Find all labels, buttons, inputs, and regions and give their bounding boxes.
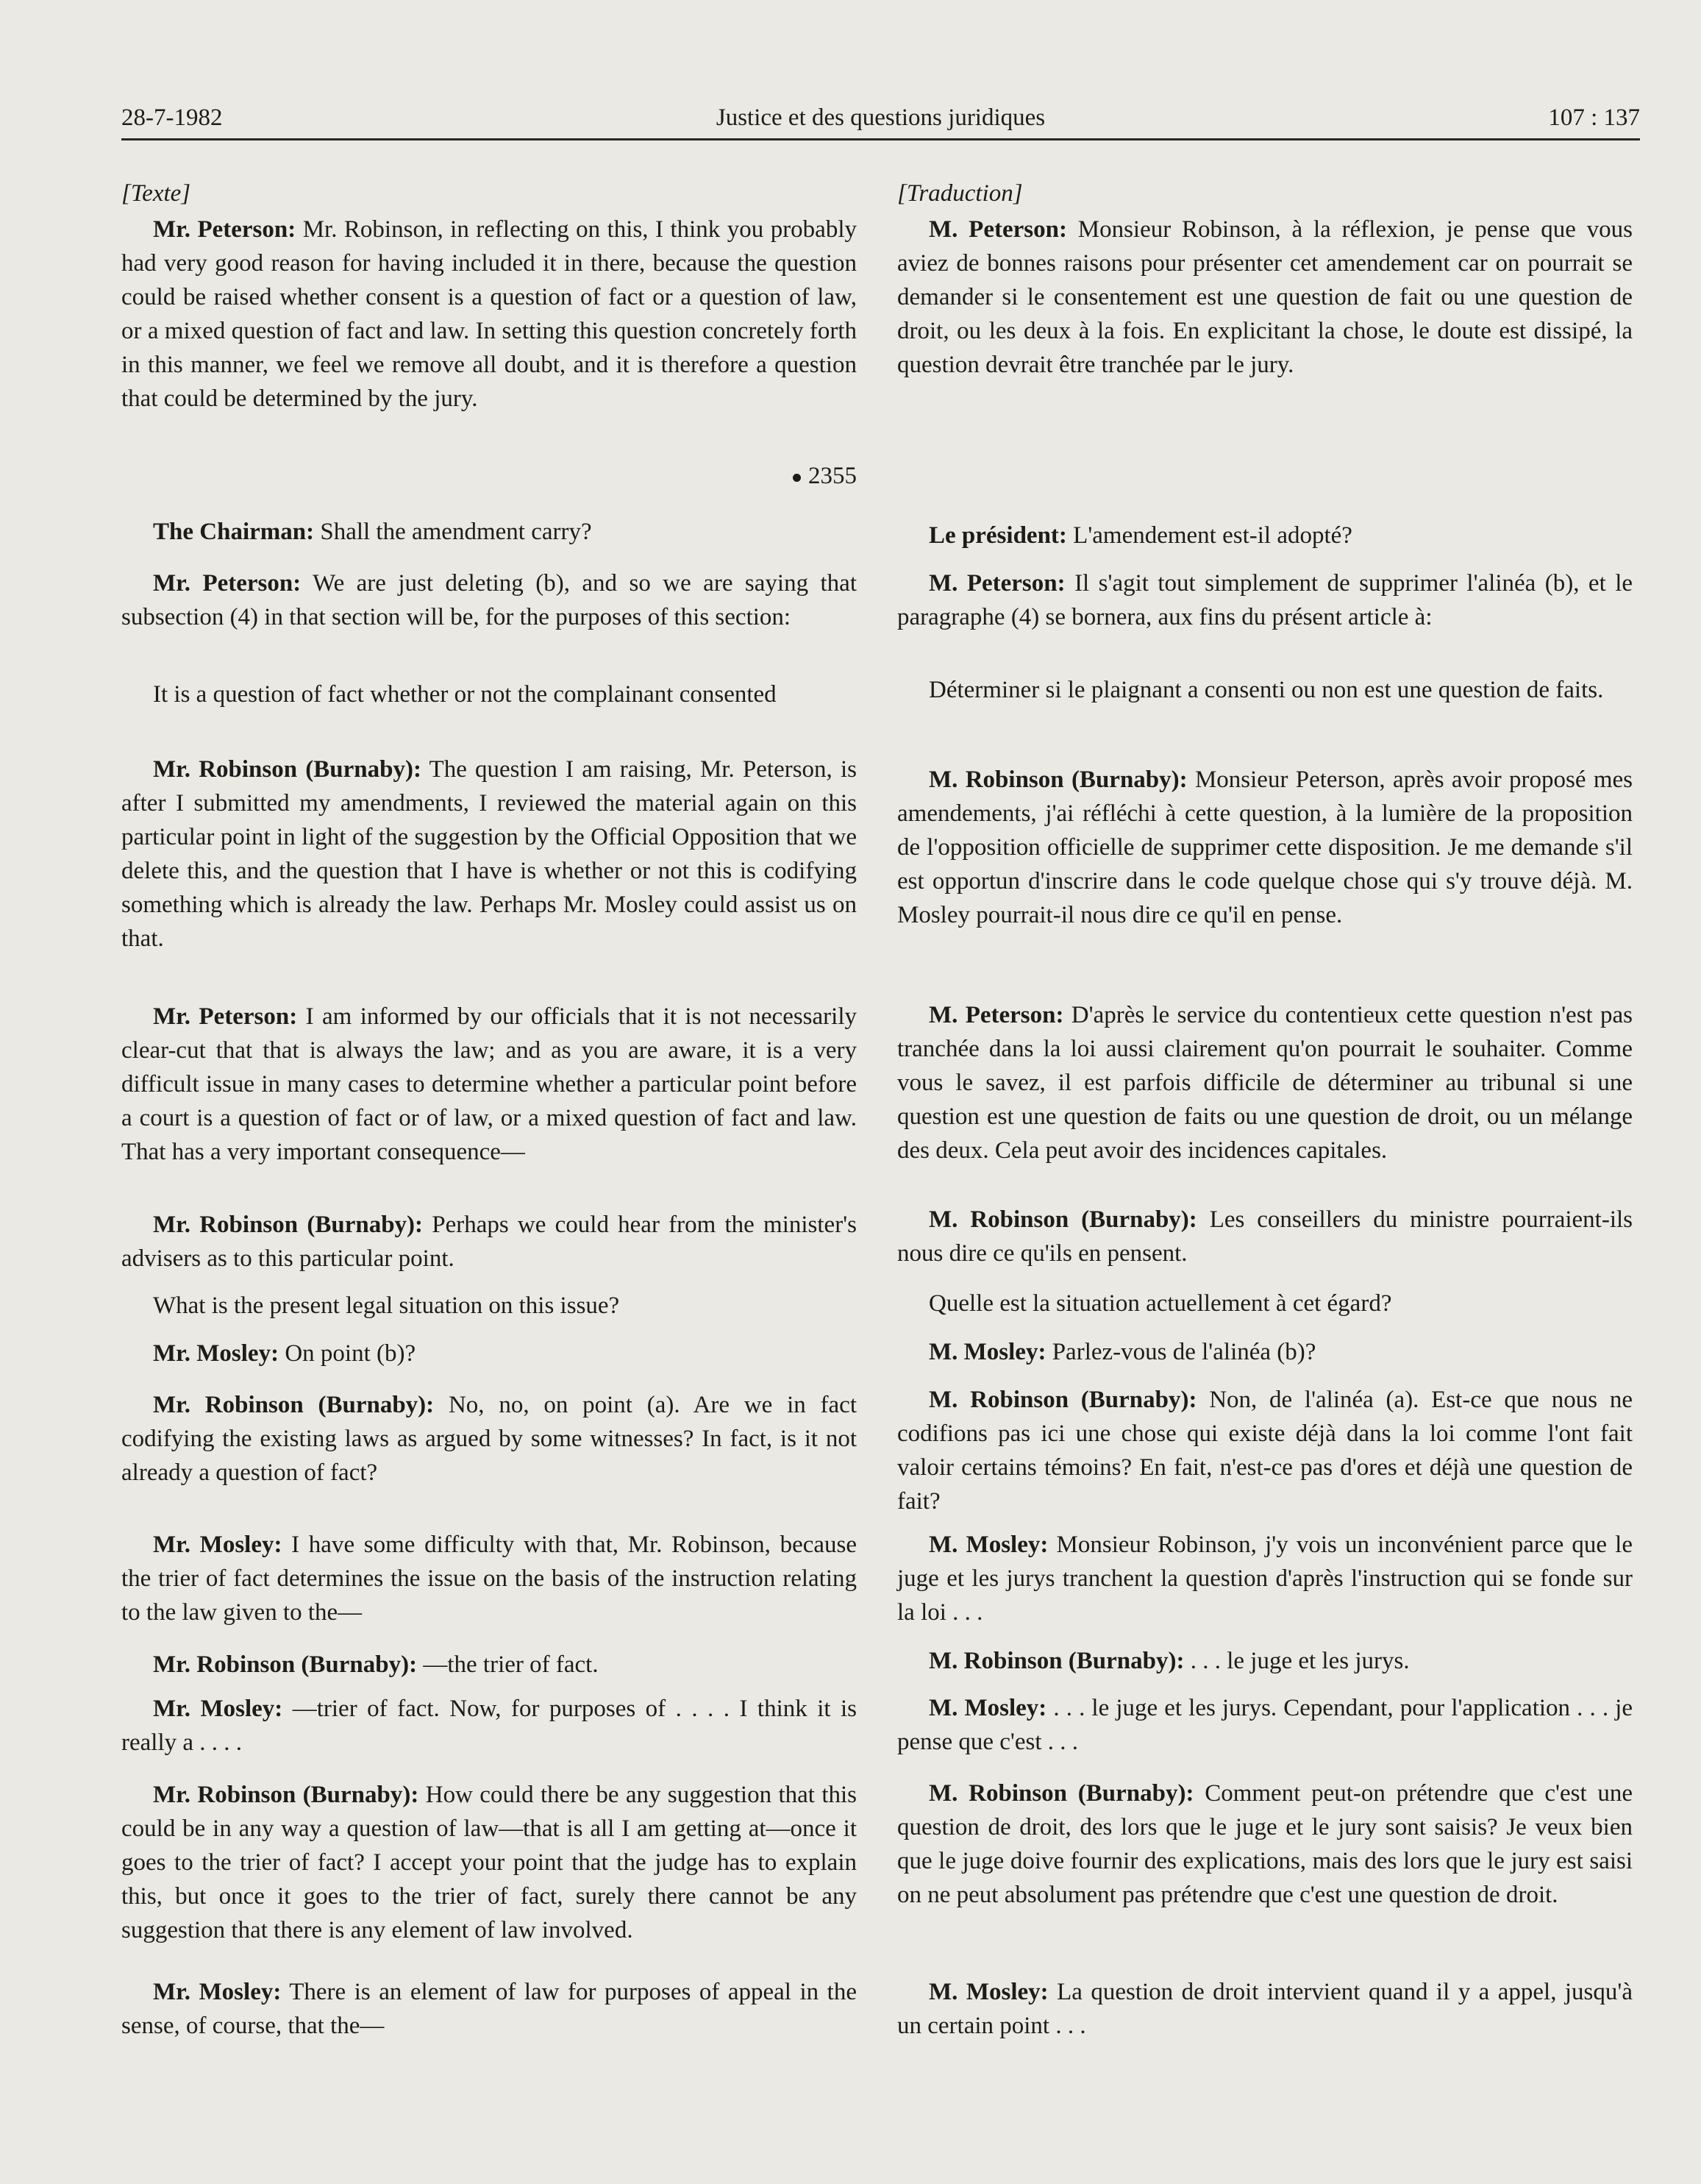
- paragraph: The Chairman: Shall the amendment carry?: [153, 519, 592, 545]
- paragraph: M. Robinson (Burnaby): Les conseillers du ministre pourraient-ils nous dire ce qu'ils en pensent.: [897, 1206, 1633, 1267]
- bullet-icon: [793, 474, 801, 482]
- header-page-number: 107 : 137: [1548, 104, 1640, 131]
- section-label-traduction: [Traduction]: [897, 180, 1023, 207]
- paragraph: M. Robinson (Burnaby): Comment peut-on prétendre que c'est une question de droit, des lors que le juge et le jury sont saisis? Je veux bien que le juge doive fournir des explications, mais des lors que le jury est saisi on ne peut absolument pas prétendre que c'est une question de droit.: [897, 1780, 1633, 1908]
- paragraph: Mr. Mosley: There is an element of law for purposes of appeal in the sense, of course, that the—: [121, 1979, 857, 2039]
- paragraph: M. Robinson (Burnaby): Monsieur Peterson, après avoir proposé mes amendements, j'ai réfléchi à cette question, à la lumière de la proposition de l'opposition officielle de supprimer cette disposition. Je me demande s'il est opportun d'inscrire dans le code quelque chose qui s'y trouve déjà. M. Mosley pourrait-il nous dire ce qu'il en pense.: [897, 766, 1633, 928]
- paragraph: Mr. Robinson (Burnaby): No, no, on point (a). Are we in fact codifying the existing laws as argued by some witnesses? In fact, is it not already a question of fact?: [121, 1392, 857, 1486]
- paragraph: M. Peterson: Monsieur Robinson, à la réflexion, je pense que vous aviez de bonnes raisons pour présenter cet amendement car on pourrait se demander si le consentement est une question de fait ou une question de droit, ou les deux à la fois. En explicitant la chose, le doute est dissipé, la question devrait être tranchée par le jury.: [897, 216, 1633, 378]
- paragraph: Mr. Robinson (Burnaby): How could there be any suggestion that this could be in any way a question of law—that is all I am getting at—once it goes to the trier of fact? I accept your point that the judge has to explain this, but once it goes to the trier of fact, surely there cannot be any suggestion that there is any element of law involved.: [121, 1782, 857, 1943]
- quoted-provision: Déterminer si le plaignant a consenti ou non est une question de faits.: [929, 677, 1604, 703]
- paragraph: Mr. Robinson (Burnaby): Perhaps we could hear from the minister's advisers as to this particular point.: [121, 1212, 857, 1272]
- paragraph: M. Peterson: Il s'agit tout simplement de supprimer l'alinéa (b), et le paragraphe (4) se bornera, aux fins du présent article à:: [897, 570, 1633, 630]
- paragraph: Le président: L'amendement est-il adopté?: [929, 522, 1352, 549]
- paragraph: M. Robinson (Burnaby): Non, de l'alinéa (a). Est-ce que nous ne codifions pas ici une chose qui existe déjà dans la loi comme l'ont fait valoir certains témoins? En fait, n'est-ce pas d'ores et déjà une question de fait?: [897, 1387, 1633, 1515]
- paragraph: Mr. Mosley: —trier of fact. Now, for purposes of . . . . I think it is really a . . . .: [121, 1696, 857, 1756]
- paragraph: Mr. Robinson (Burnaby): The question I am raising, Mr. Peterson, is after I submitted my amendments, I reviewed the material again on this particular point in light of the suggestion by the Official Opposition that we delete this, and the question that I have is whether or not this is codifying something which is already the law. Perhaps Mr. Mosley could assist us on that.: [121, 756, 857, 952]
- paragraph: M. Mosley: Monsieur Robinson, j'y vois un inconvénient parce que le juge et les jurys tranchent la question d'après l'instruction qui se fonde sur la loi . . .: [897, 1532, 1633, 1626]
- paragraph: Mr. Robinson (Burnaby): —the trier of fact.: [153, 1651, 599, 1678]
- page-marker: 2355: [793, 463, 857, 490]
- running-header: [121, 97, 1640, 140]
- paragraph: Mr. Mosley: I have some difficulty with that, Mr. Robinson, because the trier of fact determines the issue on the basis of the instruction relating to the law given to the—: [121, 1532, 857, 1626]
- paragraph: Mr. Peterson: We are just deleting (b), and so we are saying that subsection (4) in that section will be, for the purposes of this section:: [121, 570, 857, 630]
- paragraph: Mr. Mosley: On point (b)?: [153, 1340, 416, 1367]
- section-label-texte: [Texte]: [121, 180, 191, 207]
- paragraph: M. Peterson: D'après le service du contentieux cette question n'est pas tranchée dans la loi aussi clairement qu'on pourrait le souhaiter. Comme vous le savez, il est parfois difficile de déterminer au tribunal si une question est une question de faits ou une question de droit, ou un mélange des deux. Cela peut avoir des incidences capitales.: [897, 1002, 1633, 1164]
- paragraph: Quelle est la situation actuellement à cet égard?: [929, 1290, 1392, 1317]
- header-title: Justice et des questions juridiques: [716, 104, 1046, 131]
- paragraph: What is the present legal situation on this issue?: [153, 1292, 620, 1319]
- paragraph: M. Mosley: . . . le juge et les jurys. Cependant, pour l'application . . . je pense que c'est . . .: [897, 1695, 1633, 1755]
- paragraph: M. Mosley: Parlez-vous de l'alinéa (b)?: [929, 1339, 1316, 1365]
- paragraph: M. Mosley: La question de droit intervient quand il y a appel, jusqu'à un certain point . . .: [897, 1979, 1633, 2039]
- paragraph: Mr. Peterson: I am informed by our officials that it is not necessarily clear-cut that that is always the law; and as you are aware, it is a very difficult issue in many cases to determine whether a particular point before a court is a question of fact or of law, or a mixed question of fact and law. That has a very important consequence—: [121, 1003, 857, 1165]
- paragraph: Mr. Peterson: Mr. Robinson, in reflecting on this, I think you probably had very good reason for having included it in there, because the question could be raised whether consent is a question of fact or a question of law, or a mixed question of fact and law. In setting this question concretely forth in this manner, we feel we remove all doubt, and it is therefore a question that could be determined by the jury.: [121, 216, 857, 412]
- paragraph: M. Robinson (Burnaby): . . . le juge et les jurys.: [929, 1648, 1410, 1674]
- header-date: 28-7-1982: [121, 104, 223, 131]
- quoted-provision: It is a question of fact whether or not the complainant consented: [153, 681, 777, 708]
